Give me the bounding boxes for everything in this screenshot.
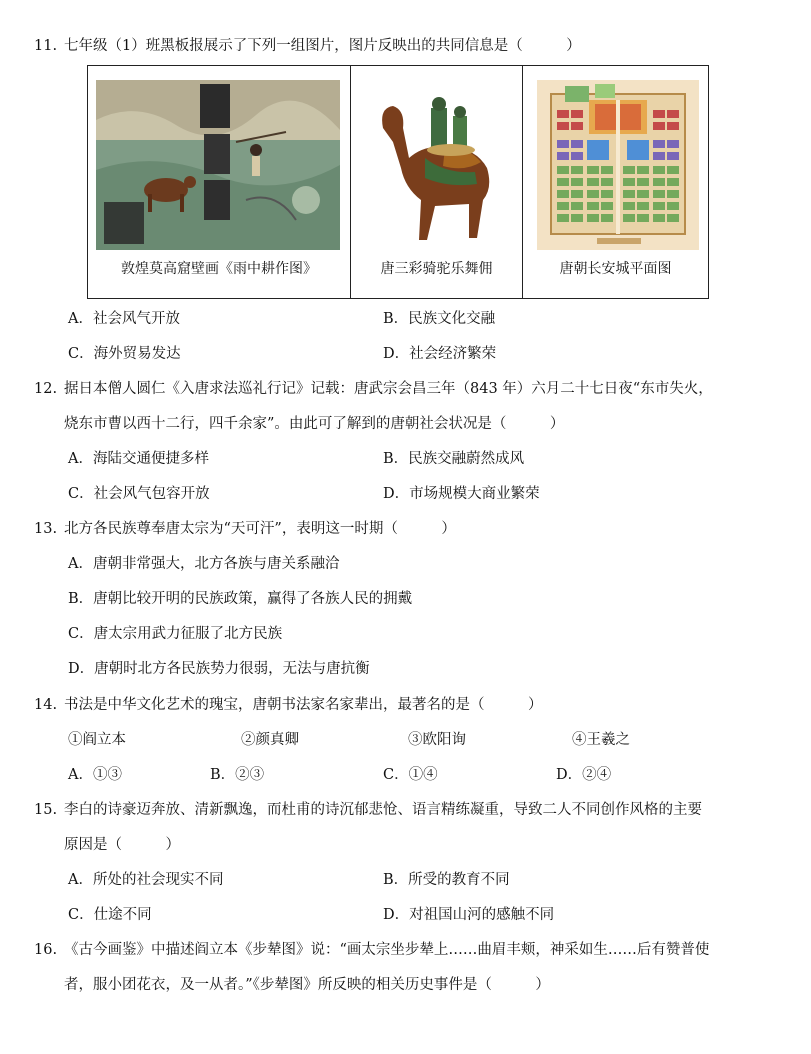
- q15-option-b[interactable]: B．所受的教育不同: [383, 872, 510, 888]
- q13-number: 13.: [34, 521, 58, 537]
- changan-plan-image: [537, 80, 699, 250]
- q11-option-a[interactable]: A．社会风气开放: [68, 311, 180, 327]
- q14-item-4: ④王羲之: [572, 732, 630, 748]
- camel-figurine-image: [365, 88, 505, 248]
- q12-option-d[interactable]: D．市场规模大商业繁荣: [383, 486, 540, 502]
- q12-stem-line1: 据日本僧人圆仁《入唐求法巡礼行记》记载：唐武宗会昌三年（843 年）六月二十七日夜“东市失火，: [64, 381, 713, 397]
- q15-option-c[interactable]: C．仕途不同: [68, 907, 152, 923]
- q14-item-1: ①阎立本: [68, 732, 126, 748]
- q16-number: 16.: [34, 942, 58, 958]
- figure-cell-camel: [350, 66, 522, 298]
- q13-option-d[interactable]: D．唐朝时北方各民族势力很弱，无法与唐抗衡: [68, 661, 370, 677]
- q12-stem-line2: 烧东市曹以西十二行，四千余家”。由此可了解到的唐朝社会状况是（ ）: [64, 416, 565, 432]
- mural-image: [96, 80, 340, 250]
- q12-option-b[interactable]: B．民族交融蔚然成风: [383, 451, 525, 467]
- caption-mural: 敦煌莫高窟壁画《雨中耕作图》: [121, 261, 317, 277]
- q16-stem-line1: 《古今画鉴》中描述阎立本《步辇图》说：“画太宗坐步辇上……曲眉丰颊，神采如生……后有赞普使: [64, 942, 710, 958]
- q14-option-d[interactable]: D．②④: [556, 767, 612, 783]
- q13-option-b[interactable]: B．唐朝比较开明的民族政策，赢得了各族人民的拥戴: [68, 591, 413, 607]
- q14-stem: 书法是中华文化艺术的瑰宝，唐朝书法家名家辈出，最著名的是（ ）: [64, 697, 543, 713]
- q15-stem-line2: 原因是（ ）: [64, 837, 180, 853]
- q15-option-d[interactable]: D．对祖国山河的感触不同: [383, 907, 555, 923]
- q14-item-3: ③欧阳询: [408, 732, 466, 748]
- q15-option-a[interactable]: A．所处的社会现实不同: [68, 872, 224, 888]
- q12-number: 12.: [34, 381, 58, 397]
- q14-number: 14.: [34, 697, 58, 713]
- q15-stem-line1: 李白的诗豪迈奔放、清新飘逸，而杜甫的诗沉郁悲怆、语言精练凝重，导致二人不同创作风格的主要: [64, 802, 702, 818]
- q11-option-d[interactable]: D．社会经济繁荣: [383, 346, 497, 362]
- q11-option-c[interactable]: C．海外贸易发达: [68, 346, 181, 362]
- q11-stem: 七年级（1）班黑板报展示了下列一组图片，图片反映出的共同信息是（ ）: [64, 38, 581, 54]
- q11-number: 11.: [34, 38, 58, 54]
- q11-option-b[interactable]: B．民族文化交融: [383, 311, 496, 327]
- q15-number: 15.: [34, 802, 58, 818]
- q13-stem: 北方各民族尊奉唐太宗为“天可汗”，表明这一时期（ ）: [64, 521, 456, 537]
- figure-table: [87, 65, 709, 299]
- q12-option-c[interactable]: C．社会风气包容开放: [68, 486, 210, 502]
- q16-stem-line2: 者，服小团花衣，及一从者。”《步辇图》所反映的相关历史事件是（ ）: [64, 977, 550, 993]
- figure-cell-map: [522, 66, 708, 298]
- q12-option-a[interactable]: A．海陆交通便捷多样: [68, 451, 209, 467]
- figure-cell-mural: [88, 66, 350, 298]
- q13-option-a[interactable]: A．唐朝非常强大，北方各族与唐关系融洽: [68, 556, 340, 572]
- caption-changan-plan: 唐朝长安城平面图: [559, 261, 672, 277]
- q14-option-c[interactable]: C．①④: [383, 767, 438, 783]
- q14-option-a[interactable]: A．①③: [68, 767, 122, 783]
- caption-camel: 唐三彩骑驼乐舞佣: [380, 261, 493, 277]
- q13-option-c[interactable]: C．唐太宗用武力征服了北方民族: [68, 626, 283, 642]
- q14-option-b[interactable]: B．②③: [210, 767, 265, 783]
- q14-item-2: ②颜真卿: [241, 732, 299, 748]
